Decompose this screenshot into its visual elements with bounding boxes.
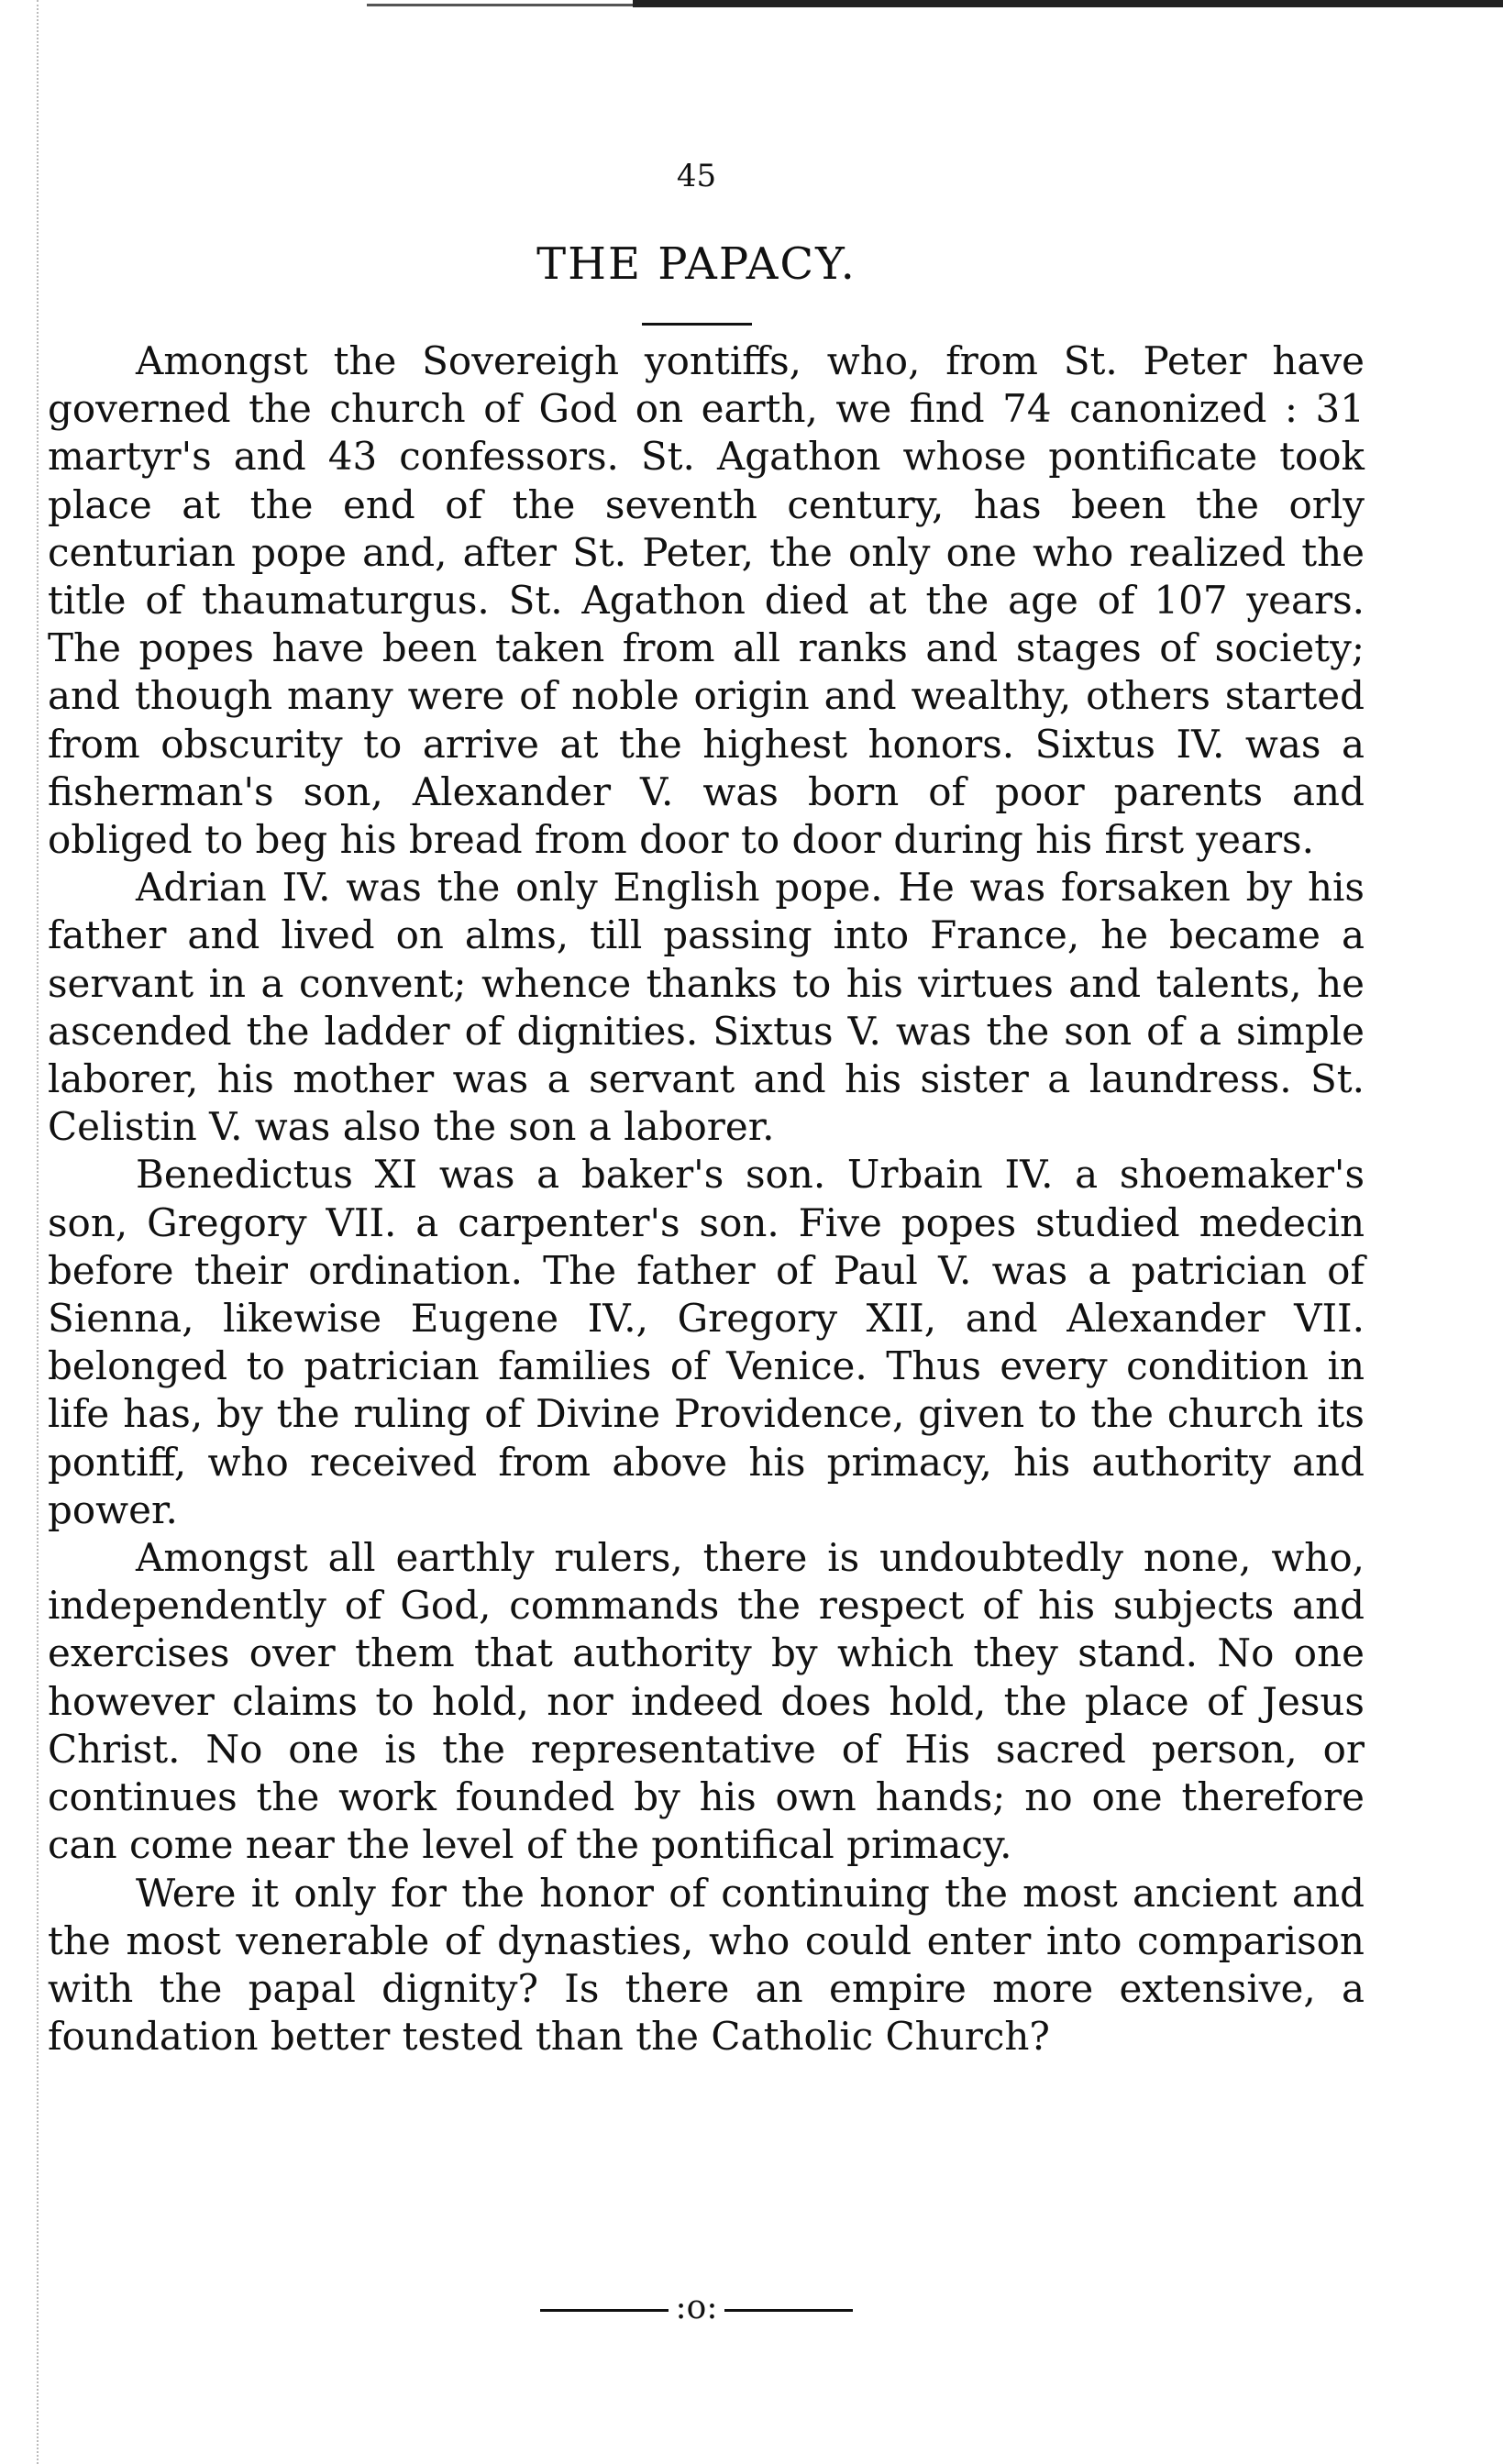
paragraph-4: Amongst all earthly rulers, there is undoubtedly none, who, independently of God, commands the respect of his subjects and exercises over them that authority by which they stand. No one however claims to hold, nor indeed does hold, the place of Jesus Christ. No one is the representative of His sacred person, or continues the work founded by his own hands; no one therefore can come near the level of the pontifical primacy. <box>48 1535 1365 1868</box>
paragraph-3: Benedictus XI was a baker's son. Urbain IV. a shoemaker's son, Gregory VII. a carpenter's son. Five popes studied medecin before their ordination. The father of Paul V. was a patrician of Sienna, likewise Eugene IV., Gregory XII, and Alexander VII. belonged to patrician families of Venice. Thus every condition in life has, by the ruling of Divine Providence, given to the church its pontiff, who received from above his primacy, his authority and power. <box>48 1152 1365 1532</box>
end-dash-right <box>724 2309 853 2312</box>
scan-edge-bar <box>633 0 1503 7</box>
paragraph-5: Were it only for the honor of continuing the most ancient and the most venerable of dynasties, who could enter into comparison with the papal dignity? Is there an empire more extensive, a foundation better tested than the Catholic Church? <box>48 1870 1365 2060</box>
end-mark-text: :o: <box>675 2289 718 2326</box>
scan-edge-mark <box>367 4 642 6</box>
end-ornament <box>0 2289 1393 2326</box>
binding-margin <box>0 0 39 2464</box>
title-rule <box>642 323 752 326</box>
end-dash-left <box>540 2309 669 2312</box>
paragraph-2: Adrian IV. was the only English pope. He was forsaken by his father and lived on alms, till passing into France, he became a servant in a convent; whence thanks to his virtues and talents, he ascended the ladder of dignities. Sixtus V. was the son of a simple laborer, his mother was a servant and his sister a laundress. St. Celistin V. was also the son a laborer. <box>48 865 1365 1150</box>
body-text <box>48 337 1365 2061</box>
page-title: THE PAPACY. <box>536 238 856 290</box>
paragraph-1: Amongst the Sovereigh yontiffs, who, from St. Peter have governed the church of God on earth, we find 74 canonized : 31 martyr's and 43 confessors. St. Agathon whose pontificate took place at the end of the seventh century, has been the orly centurian pope and, after St. Peter, the only one who realized the title of thaumaturgus. St. Agathon died at the age of 107 years. The popes have been taken from all ranks and stages of society; and though many were of noble origin and wealthy, others started from obscurity to arrive at the highest honors. Sixtus IV. was a fisherman's son, Alexander V. was born of poor parents and obliged to beg his bread from door to door during his first years. <box>48 338 1365 863</box>
page-number: 45 <box>676 158 717 194</box>
